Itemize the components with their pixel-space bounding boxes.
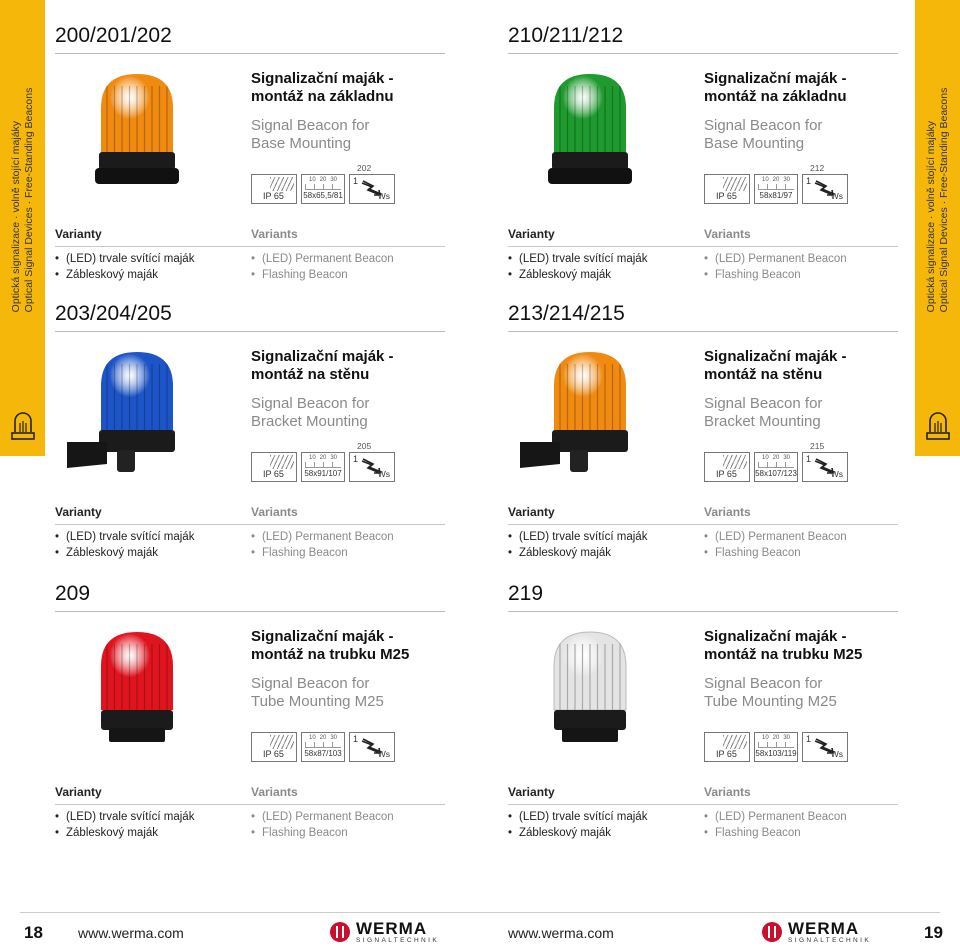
ip-rating: IP 65: [263, 469, 284, 479]
title-cz-line1: Signalizační maják -: [251, 70, 394, 87]
scale-label: 10: [762, 455, 769, 461]
flash-energy-unit: Ws: [377, 469, 390, 479]
title-cz-line1: Signalizační maják -: [704, 70, 847, 87]
beacon-icon: [925, 410, 951, 444]
ip-rating-icon: [704, 732, 750, 762]
variant-item: • (LED) trvale svítící maják: [508, 810, 647, 826]
spec-icons: [251, 174, 401, 204]
variants-list-cz: [55, 252, 194, 283]
dimension-icon: [301, 732, 345, 762]
variant-item: • (LED) trvale svítící maják: [55, 530, 194, 546]
variant-item: • (LED) trvale svítící maják: [55, 252, 194, 268]
variant-item: • Flashing Beacon: [704, 826, 847, 842]
variants-heading-cz: Varianty: [55, 785, 102, 799]
ip-rating: IP 65: [716, 191, 737, 201]
flash-energy-value: 1: [353, 176, 359, 186]
logo-name: WERMA: [788, 919, 860, 938]
beacon-image: [67, 68, 197, 198]
flash-energy-icon: [349, 452, 395, 482]
section-rule: [55, 331, 445, 332]
scale-label: 30: [330, 177, 337, 183]
flash-energy-unit: Ws: [377, 191, 390, 201]
variants-rule: [508, 804, 898, 805]
flash-energy-value: 1: [806, 454, 812, 464]
variants-heading-en: Variants: [704, 227, 751, 241]
variant-item: • (LED) Permanent Beacon: [251, 530, 394, 546]
werma-logo: [762, 920, 910, 946]
variants-list-en: [704, 810, 847, 841]
werma-logo: [330, 920, 478, 946]
title-en-line2: Base Mounting: [251, 135, 352, 152]
beacon-image: [520, 346, 650, 476]
footer-rule: [20, 912, 940, 913]
variant-item: • (LED) Permanent Beacon: [704, 530, 847, 546]
scale-label: 20: [772, 177, 780, 183]
scale-label: 10: [309, 177, 316, 183]
logo-sub: SIGNALTECHNIK: [356, 937, 440, 944]
side-tab-line1: Optická signalizace · volně stojící majáky: [9, 120, 22, 313]
dimension-value: 58x91/107: [304, 469, 342, 478]
title-cz-line1: Signalizační maják -: [251, 628, 394, 645]
variant-item: • (LED) trvale svítící maják: [508, 252, 647, 268]
variant-item: • Flashing Beacon: [251, 268, 394, 284]
variants-list-cz: [508, 530, 647, 561]
title-en-line2: Tube Mounting M25: [251, 693, 384, 710]
variants-rule: [55, 804, 445, 805]
title-cz-line2: montáž na trubku M25: [704, 646, 863, 663]
section-rule: [508, 611, 898, 612]
variants-heading-en: Variants: [251, 227, 298, 241]
variant-item: • Zábleskový maják: [508, 546, 647, 562]
title-en-line1: Signal Beacon for: [251, 395, 370, 412]
section-heading: 203/204/205: [55, 302, 172, 325]
variant-item: • Zábleskový maják: [508, 826, 647, 842]
scale-label: 10: [309, 455, 316, 461]
flash-energy-value: 1: [353, 734, 359, 744]
variant-item: • Flashing Beacon: [704, 268, 847, 284]
title-en-line2: Bracket Mounting: [704, 413, 821, 430]
section-heading: 209: [55, 582, 91, 605]
variants-heading-en: Variants: [704, 505, 751, 519]
variants-heading-cz: Varianty: [55, 505, 102, 519]
variants-list-en: [251, 810, 394, 841]
logo-name: WERMA: [356, 919, 428, 938]
flash-energy-unit: Ws: [830, 749, 843, 759]
spec-icons: [704, 174, 854, 204]
title-cz-line2: montáž na základnu: [704, 88, 847, 105]
spec-icons: [251, 452, 401, 482]
variants-list-cz: [55, 810, 194, 841]
variants-rule: [508, 246, 898, 247]
variants-heading-cz: Varianty: [508, 505, 555, 519]
ip-rating: IP 65: [716, 469, 737, 479]
title-cz-line2: montáž na stěnu: [251, 366, 370, 383]
title-cz-line2: montáž na stěnu: [704, 366, 823, 383]
variant-item: • (LED) trvale svítící maják: [55, 810, 194, 826]
variants-list-en: [704, 530, 847, 561]
flash-energy-value: 1: [806, 734, 812, 744]
beacon-image: [67, 626, 197, 756]
flash-energy-icon: [349, 174, 395, 204]
ip-rating: IP 65: [716, 749, 737, 759]
scale-label: 30: [330, 455, 337, 461]
section-heading: 210/211/212: [508, 24, 624, 47]
ip-rating-icon: [704, 174, 750, 204]
title-en-line1: Signal Beacon for: [704, 395, 823, 412]
variants-rule: [55, 246, 445, 247]
variants-heading-cz: Varianty: [55, 227, 102, 241]
scale-label: 20: [319, 455, 327, 461]
title-en-line1: Signal Beacon for: [704, 117, 823, 134]
beacon-image: [67, 346, 197, 476]
dimension-value: 58x65,5/81: [303, 191, 343, 200]
model-number: 205: [357, 441, 372, 451]
variant-item: • Zábleskový maják: [508, 268, 647, 284]
flash-energy-value: 1: [806, 176, 812, 186]
dimension-value: 58x81/97: [759, 191, 793, 200]
variants-list-cz: [508, 252, 647, 283]
variants-list-en: [251, 252, 394, 283]
scale-label: 10: [762, 177, 769, 183]
title-en-line1: Signal Beacon for: [251, 675, 370, 692]
variants-heading-en: Variants: [251, 505, 298, 519]
scale-label: 20: [319, 735, 327, 741]
scale-label: 10: [762, 735, 769, 741]
scale-label: 20: [772, 455, 780, 461]
title-cz-line1: Signalizační maják -: [704, 348, 847, 365]
variants-rule: [55, 524, 445, 525]
variant-item: • (LED) Permanent Beacon: [251, 252, 394, 268]
model-number: 202: [357, 163, 372, 173]
spec-icons: [704, 452, 854, 482]
flash-energy-icon: [349, 732, 395, 762]
dimension-icon: [754, 174, 798, 204]
section-heading: 219: [508, 582, 544, 605]
page-number-left: 18: [24, 923, 43, 942]
ip-rating-icon: [251, 174, 297, 204]
variant-item: • (LED) Permanent Beacon: [704, 252, 847, 268]
flash-energy-icon: [802, 732, 848, 762]
variants-list-cz: [55, 530, 194, 561]
dimension-value: 58x103/119: [755, 749, 797, 758]
title-cz-line2: montáž na trubku M25: [251, 646, 410, 663]
scale-label: 30: [330, 735, 337, 741]
ip-rating: IP 65: [263, 749, 284, 759]
scale-label: 20: [319, 177, 327, 183]
variants-heading-cz: Varianty: [508, 785, 555, 799]
flash-energy-value: 1: [353, 454, 359, 464]
werma-logo-mark: [762, 922, 782, 942]
dimension-icon: [301, 452, 345, 482]
title-en-line2: Bracket Mounting: [251, 413, 368, 430]
dimension-value: 58x107/123: [755, 469, 797, 478]
dimension-icon: [754, 452, 798, 482]
scale-label: 10: [309, 735, 316, 741]
variants-list-en: [704, 252, 847, 283]
ip-rating: IP 65: [263, 191, 284, 201]
scale-label: 30: [783, 177, 790, 183]
title-en-line2: Base Mounting: [704, 135, 805, 152]
flash-energy-icon: [802, 174, 848, 204]
side-tab-line1: Optická signalizace · volně stojící majáky: [924, 120, 937, 313]
dimension-icon: [301, 174, 345, 204]
variant-item: • Zábleskový maják: [55, 826, 194, 842]
variant-item: • Zábleskový maják: [55, 546, 194, 562]
variants-heading-en: Variants: [251, 785, 298, 799]
variant-item: • Flashing Beacon: [251, 546, 394, 562]
dimension-icon: [754, 732, 798, 762]
dimension-value: 58x87/103: [304, 749, 342, 758]
model-number: 215: [810, 441, 825, 451]
ip-rating-icon: [251, 452, 297, 482]
beacon-icon: [10, 410, 36, 444]
flash-energy-icon: [802, 452, 848, 482]
beacon-image: [520, 68, 650, 198]
ip-rating-icon: [704, 452, 750, 482]
title-en-line2: Tube Mounting M25: [704, 693, 837, 710]
ip-rating-icon: [251, 732, 297, 762]
werma-logo-mark: [330, 922, 350, 942]
spec-icons: [251, 732, 401, 762]
variant-item: • (LED) Permanent Beacon: [704, 810, 847, 826]
flash-energy-unit: Ws: [830, 469, 843, 479]
side-tab-right: [915, 0, 960, 456]
section-rule: [508, 53, 898, 54]
section-rule: [508, 331, 898, 332]
flash-energy-unit: Ws: [377, 749, 390, 759]
variants-rule: [508, 524, 898, 525]
footer-url-right[interactable]: www.werma.com: [508, 925, 614, 941]
scale-label: 30: [783, 735, 790, 741]
variant-item: • (LED) trvale svítící maják: [508, 530, 647, 546]
variant-item: • Flashing Beacon: [251, 826, 394, 842]
spec-icons: [704, 732, 854, 762]
variants-heading-en: Variants: [704, 785, 751, 799]
section-heading: 213/214/215: [508, 302, 625, 325]
side-tab-line2: Optical Signal Devices · Free-Standing Beacons: [937, 87, 950, 313]
title-cz-line2: montáž na základnu: [251, 88, 394, 105]
footer-url-left[interactable]: www.werma.com: [78, 925, 184, 941]
title-en-line1: Signal Beacon for: [704, 675, 823, 692]
variant-item: • Flashing Beacon: [704, 546, 847, 562]
title-cz-line1: Signalizační maják -: [251, 348, 394, 365]
variants-list-cz: [508, 810, 647, 841]
title-cz-line1: Signalizační maják -: [704, 628, 847, 645]
side-tab-line2: Optical Signal Devices · Free-Standing Beacons: [22, 87, 35, 313]
variants-list-en: [251, 530, 394, 561]
beacon-image: [520, 626, 650, 756]
title-en-line1: Signal Beacon for: [251, 117, 370, 134]
page-number-right: 19: [924, 923, 943, 942]
scale-label: 20: [772, 735, 780, 741]
variant-item: • Zábleskový maják: [55, 268, 194, 284]
side-tab-left: [0, 0, 45, 456]
model-number: 212: [810, 163, 825, 173]
logo-sub: SIGNALTECHNIK: [788, 937, 872, 944]
variant-item: • (LED) Permanent Beacon: [251, 810, 394, 826]
section-heading: 200/201/202: [55, 24, 172, 47]
flash-energy-unit: Ws: [830, 191, 843, 201]
section-rule: [55, 53, 445, 54]
section-rule: [55, 611, 445, 612]
variants-heading-cz: Varianty: [508, 227, 555, 241]
scale-label: 30: [783, 455, 790, 461]
